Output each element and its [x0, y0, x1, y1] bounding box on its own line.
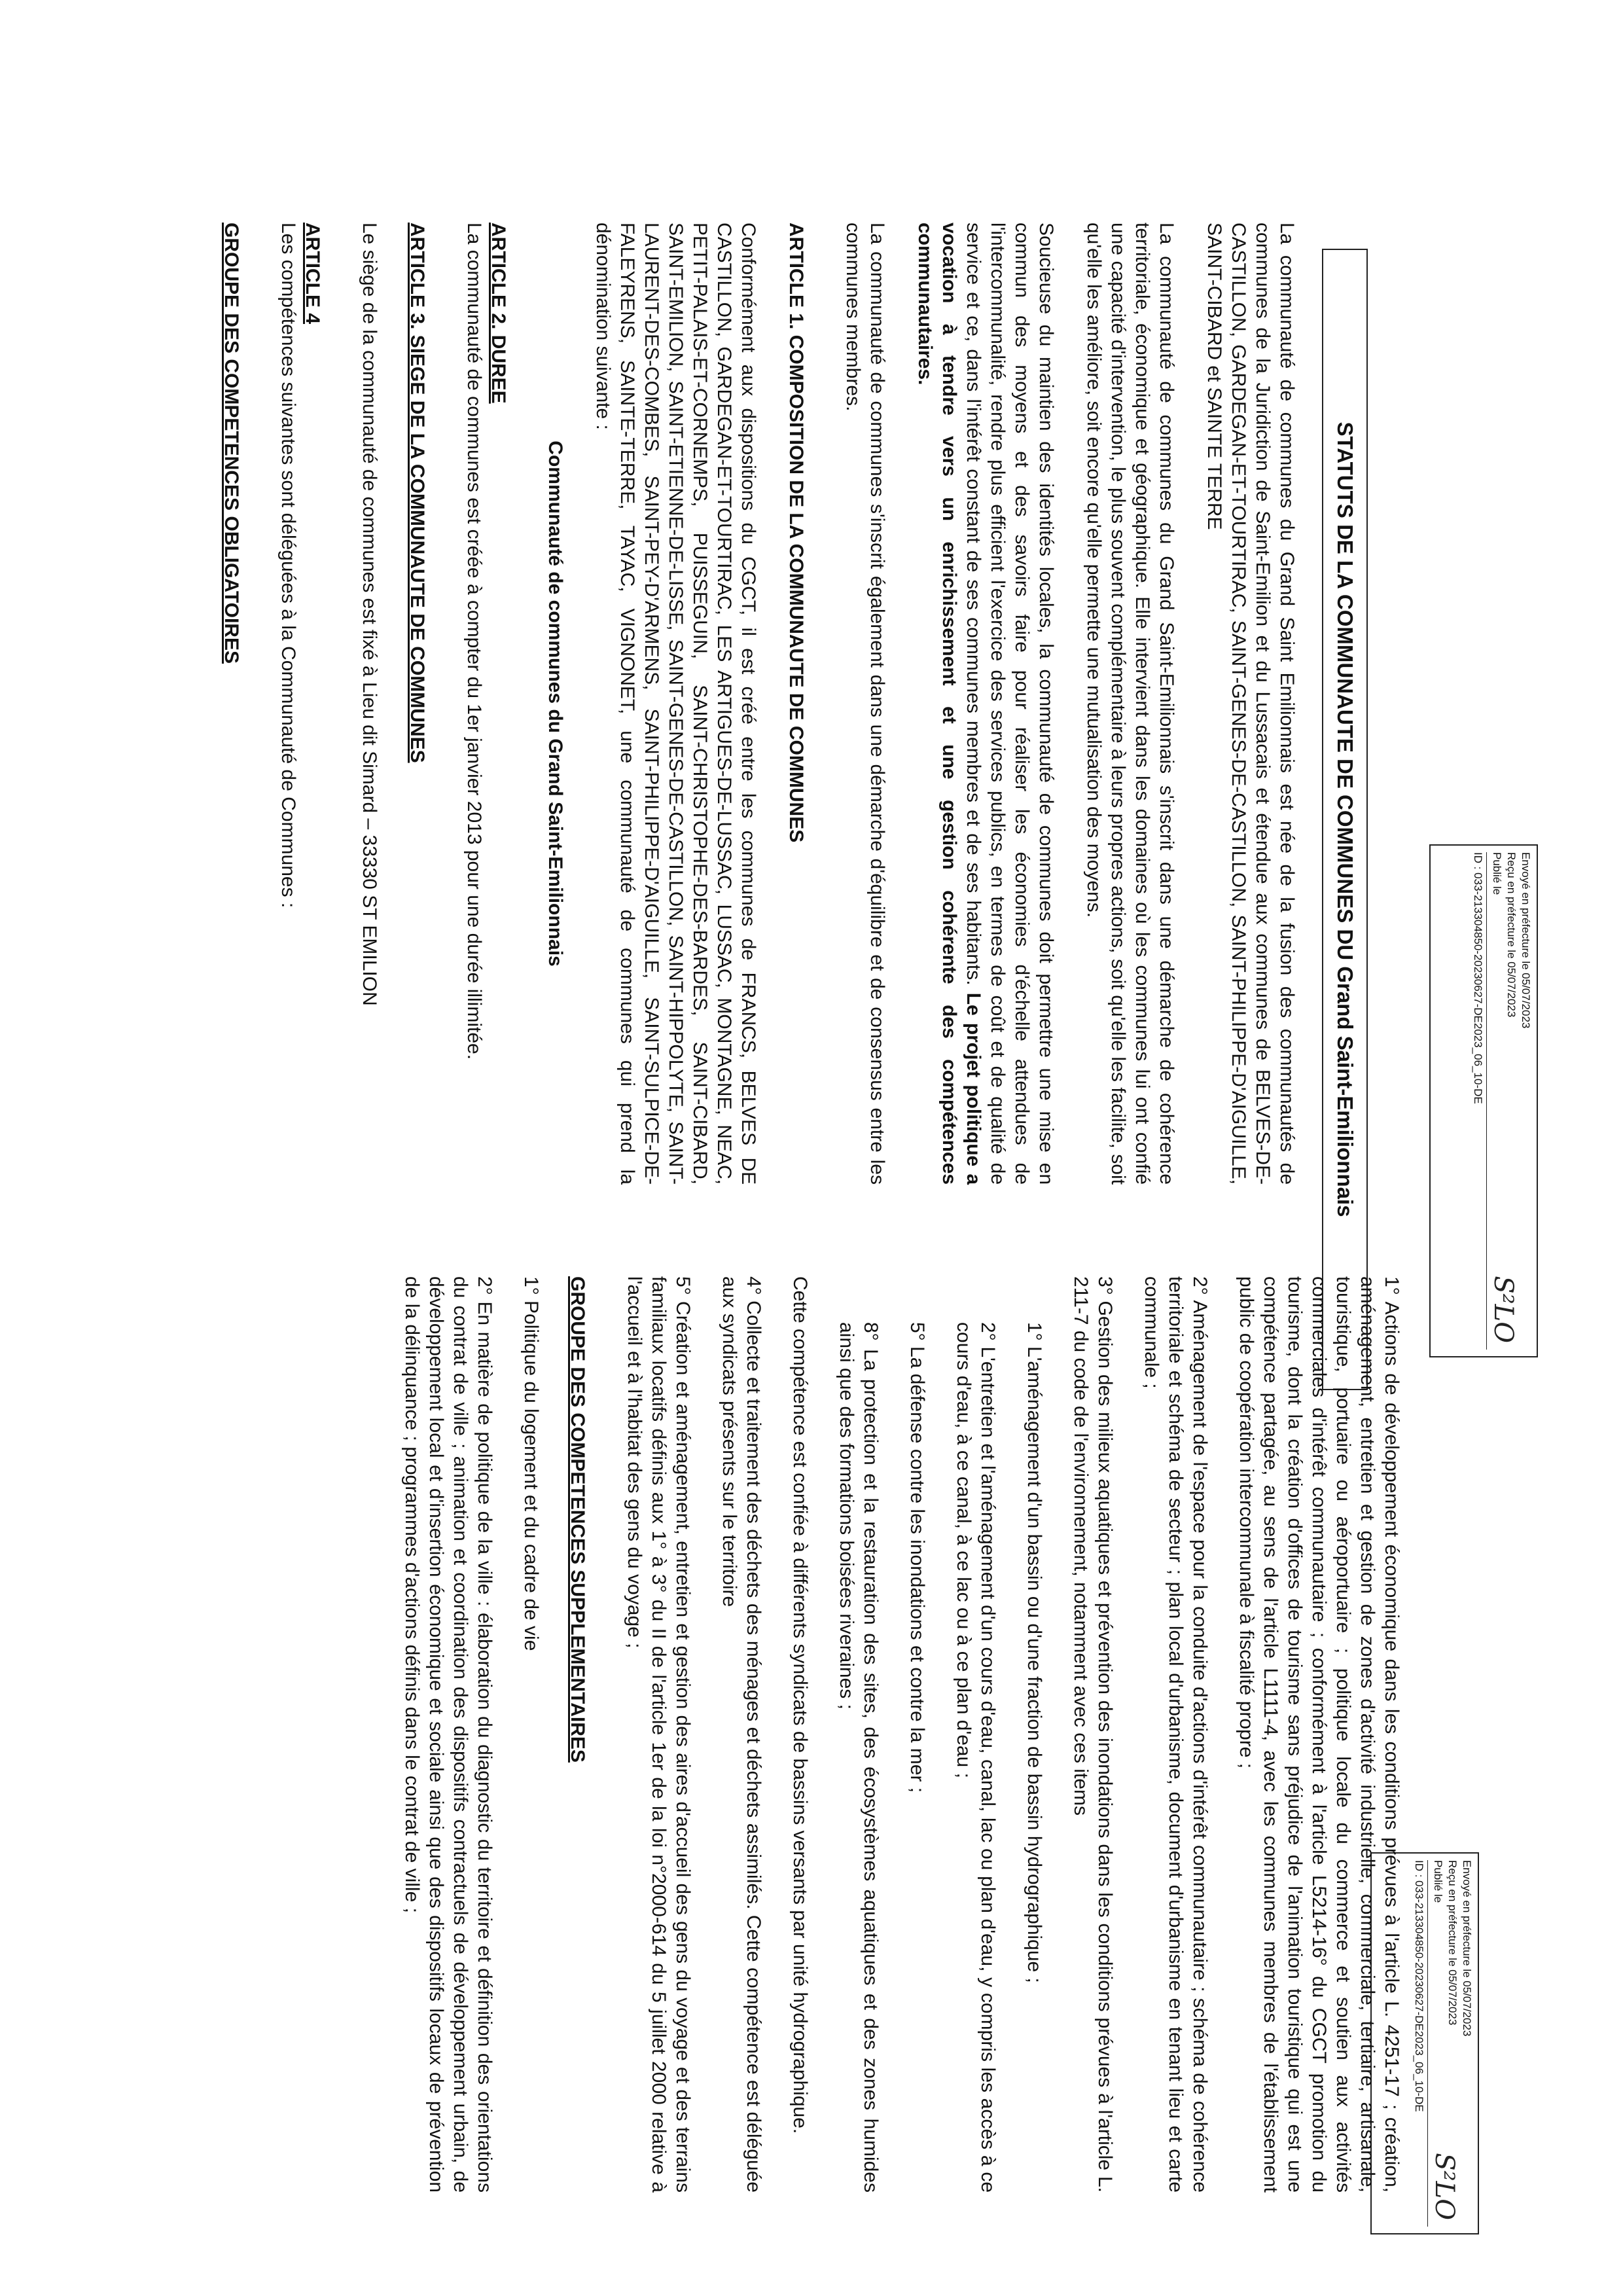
stamp-published-line: Publié le	[1491, 852, 1503, 895]
competence-space-planning: 2° Aménagement de l'espace pour la conduite d'actions d'intérêt communautaire ; schéma de cohérence territoriale et schéma de secteur ; plan local d'urbanisme, document d'urbanisme en tenant lieu et carte communale ;	[1141, 1276, 1211, 2193]
competence-economic: 1° Actions de développement économique dans les conditions prévues à l'article L. 4251-17 ; création, aménagement, entretien et gestion de zones d'activité industrielle, commerciale, tertiaire, artisanale, touristique, portuaire ou aéroportuaire ; politique locale du commerce et soutien aux activités commerciales d'intérêt communautaire ; conformément à l'article L5214-16° du CGCT promotion du tourisme, dont la création d'offices de tourisme sans préjudice de l'animation touristique qui est une compétence partagée, au sens de l'article L1111-4, avec les communes membres de l'établissement public de coopération intercommunale à fiscalité propre ;	[1236, 1276, 1402, 2193]
signature-mark: S²LO	[1429, 2153, 1459, 2220]
competence-housing: 1° Politique du logement et du cadre de vie	[520, 1276, 542, 1651]
identity-paragraph	[913, 223, 1058, 1185]
gemapi-item-8: 8° La protection et la restauration des sites, des écosystèmes aquatiques et des zones humides ainsi que des formations boisées riveraines ;	[836, 1322, 882, 2193]
mandatory-competences-heading: GROUPE DES COMPETENCES OBLIGATOIRES	[221, 223, 242, 664]
competence-city-policy: 2° En matière de politique de la ville : élaboration du diagnostic du territoire et définition des orientations du contrat de ville ; animation et coordination des dispositifs contractuels de développement urbain, de développement local et d'insertion économique et sociale ainsi que des dispositifs locaux de prévention de la délinquance ; programmes d'actions définis dans le contrat de ville ;	[401, 1276, 495, 2193]
stamp-id: ID : 033-213304850-20230627-DE2023_06_10-DE	[1471, 852, 1487, 1350]
article-2-text: La communauté de communes est créée à compter du 1er janvier 2013 pour une durée illimitée.	[463, 223, 485, 1060]
identity-text: Soucieuse du maintien des identités locales, la communauté de communes doit permettre une mise en commun des moyens et des savoirs faire pour réaliser les économies d'échelle attendues de l'intercommunalité, rendre plus efficient l'exercice des services publics, en termes de coût et de qualité de service et ce, dans l'intérêt constant de ses communes membres et de ses habitants.	[963, 223, 1057, 1185]
stamp-received-line: Reçu en préfecture le 05/07/2023	[1446, 1860, 1459, 2026]
article-3-text: Le siège de la communauté de communes est fixé à Lieu dit Simard – 33330 ST EMILION	[359, 223, 380, 1006]
competence-gemapi: 3° Gestion des milieux aquatiques et prévention des inondations dans les conditions prévues à l'article L. 211-7 du code de l'environnement, notamment avec ces items	[1070, 1276, 1116, 2193]
article-3-title: ARTICLE 3. SIEGE DE LA COMMUNAUTE DE COMMUNES	[406, 223, 428, 763]
coherence-paragraph: La communauté de communes du Grand Saint-Emilionnais s'inscrit dans une démarche de cohérence territoriale, économique et géographique. Elle intervient dans les domaines où les communes lui ont confié une capacité d'intervention, le plus souvent complémentaire à leurs propres actions, soit qu'elle les facilite, soit qu'elle les améliore, soit encore qu'elle permette une mutualisation des moyens.	[1083, 223, 1177, 1185]
stamp-received-line: Reçu en préfecture le 05/07/2023	[1505, 852, 1518, 1018]
community-name: Communauté de communes du Grand Saint-Emilionnais	[544, 440, 566, 967]
stamp-published-line: Publié le	[1432, 1860, 1444, 1903]
left-column	[219, 223, 1299, 1185]
article-1-title: ARTICLE 1. COMPOSITION DE LA COMMUNAUTE DE COMMUNES	[785, 223, 807, 843]
stamp-sent-line: Envoyé en préfecture le 05/07/2023	[1520, 852, 1532, 1029]
competence-travellers: 5° Création et aménagement, entretien et gestion des aires d'accueil des gens du voyage et des terrains familiaux locatifs définis aux 1° à 3° du II de l'article 1er de la loi n°2000-614 du 5 juillet 2000 relative à l'accueil et à l'habitat des gens du voyage ;	[624, 1276, 694, 2193]
article-4-text: Les compétences suivantes sont déléguées à la Communauté de Communes :	[277, 223, 299, 908]
article-4-title: ARTICLE 4	[302, 223, 323, 325]
intro-paragraph: La communauté de communes du Grand Saint Emilionnais est née de la fusion des communautés de communes de la Juridiction de Saint-Emilion et du Lussacais et étendue aux communes de BELVES-DE-CASTILLON, GARDEGAN-ET-TOURTIRAC, SAINT-GENES-DE-CASTILLON, SAINT-PHILIPPE-D'AIGUILLE, SAINT-CIBARD et SAINTE TERRE	[1204, 223, 1298, 1185]
signature-mark: S²LO	[1488, 1276, 1518, 1343]
article-1-text: Conformément aux dispositions du CGCT, il est créé entre les communes de FRANCS, BELVES DE CASTILLON, GARDEGAN-ET-TOURTIRAC, LES ARTIGUES-DE-LUSSAC, LUSSAC, MONTAGNE, NEAC, PETIT-PALAIS-ET-CORNEMPS, PUISSEGUIN, SAINT-CHRISTOPHE-DES-BARDES, SAINT-CIBARD, SAINT-EMILION, SAINT-ETIENNE-DE-LISSE, SAINT-GENES-DE-CASTILLON, SAINT-HIPPOLYTE, SAINT-LAURENT-DES-COMBES, SAINT-PEY-D'ARMENS, SAINT-PHILIPPE-D'AIGUILLE, SAINT-SULPICE-DE-FALEYRENS, SAINTE-TERRE, TAYAC, VIGNONET, une communauté de communes qui prend la dénomination suivante :	[592, 223, 759, 1185]
competence-waste: 4° Collecte et traitement des déchets des ménages et déchets assimilés. Cette compétence est déléguée aux syndicats présents sur le territoire	[719, 1276, 764, 2193]
supplementary-competences-heading: GROUPE DES COMPETENCES SUPPLEMENTAIRES	[567, 1276, 588, 1763]
document-title: STATUTS DE LA COMMUNAUTE DE COMMUNES DU Grand Saint-Emilionnais	[1322, 249, 1368, 1390]
stamp-id: ID : 033-213304850-20230627-DE2023_06_10-DE	[1412, 1860, 1428, 2227]
prefecture-stamp-left	[1429, 844, 1538, 1357]
right-column	[400, 1276, 1404, 2193]
consensus-paragraph: La communauté de communes s'inscrit également dans une démarche d'équilibre et de consensus entre les communes membres.	[842, 223, 888, 1185]
gemapi-item-1: 1° L'aménagement d'un bassin ou d'une fraction de bassin hydrographique ;	[1024, 1322, 1045, 1983]
gemapi-item-2: 2° L'entretien et l'aménagement d'un cours d'eau, canal, lac ou plan d'eau, y compris les accès à ce cours d'eau, à ce canal, à ce lac ou à ce plan d'eau ;	[953, 1322, 999, 2193]
gemapi-note: Cette compétence est confiée à différents syndicats de bassins versants par unité hydrographique.	[789, 1276, 811, 2134]
article-2-title: ARTICLE 2. DUREE	[488, 223, 509, 404]
stamp-sent-line: Envoyé en préfecture le 05/07/2023	[1461, 1860, 1473, 2037]
political-project-text: Le projet politique a vocation à tendre vers un enrichissement et une gestion cohérente des compétences communautaires.	[914, 223, 984, 1185]
gemapi-item-5: 5° La défense contre les inondations et contre la mer ;	[906, 1322, 928, 1793]
